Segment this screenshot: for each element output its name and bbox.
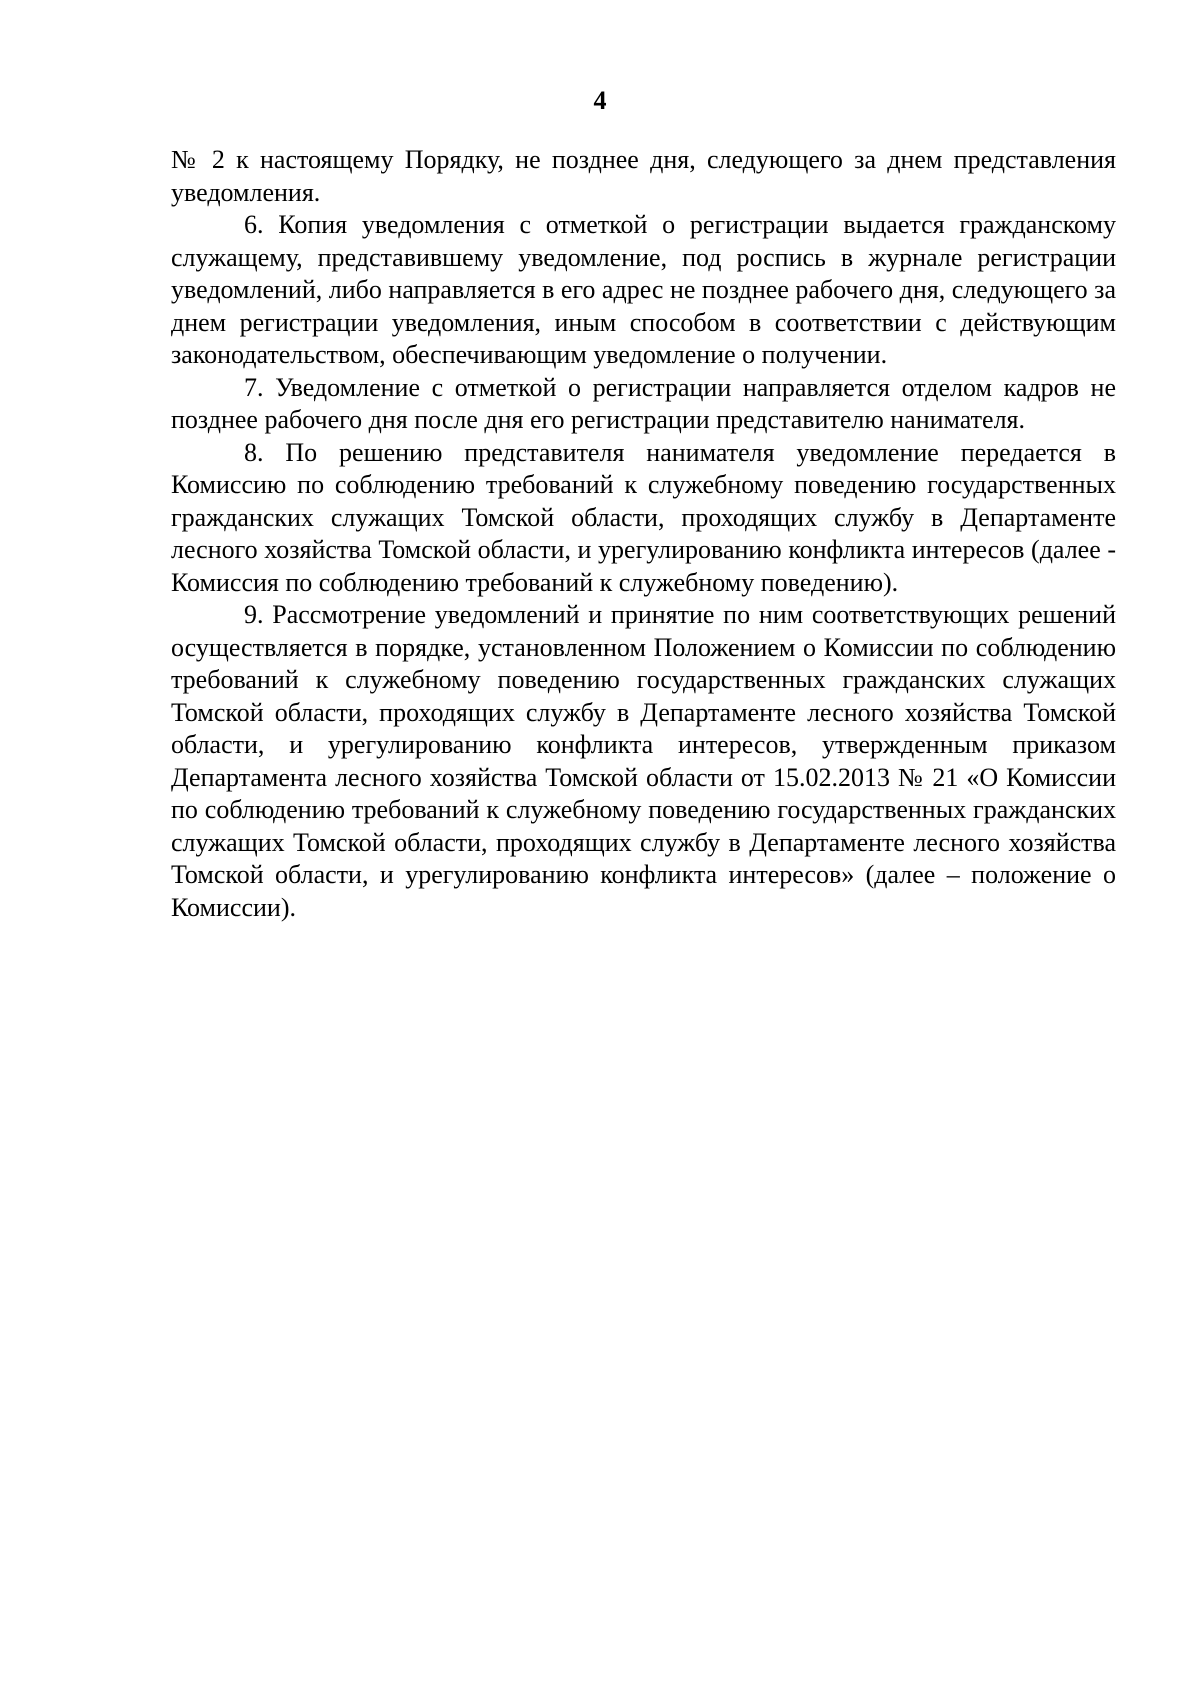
paragraph-item-8: 8. По решению представителя нанимателя уведомление передается в Комиссию по соблюдению требований к служебному поведению государственных гражданских служащих Томской области, проходящих службу в Департаменте лесного хозяйства Томской области, и урегулированию конфликта интересов (далее - Комиссия по соблюдению требований к служебному поведению). <box>171 437 1116 597</box>
paragraph-item-7: 7. Уведомление с отметкой о регистрации направляется отделом кадров не позднее рабочего дня после дня его регистрации представителю нанимателя. <box>171 372 1116 434</box>
document-body <box>171 144 1116 924</box>
paragraph-item-9: 9. Рассмотрение уведомлений и принятие по ним соответствующих решений осуществляется в порядке, установленном Положением о Комиссии по соблюдению требований к служебному поведению государственных гражданских служащих Томской области, проходящих службу в Департаменте лесного хозяйства Томской области, и урегулированию конфликта интересов, утвержденным приказом Департамента лесного хозяйства Томской области от 15.02.2013 № 21 «О Комиссии по соблюдению требований к служебному поведению государственных гражданских служащих Томской области, проходящих службу в Департаменте лесного хозяйства Томской области, и урегулированию конфликта интересов» (далее – положение о Комиссии). <box>171 600 1116 922</box>
paragraph-item-6: 6. Копия уведомления с отметкой о регистрации выдается гражданскому служащему, представившему уведомление, под роспись в журнале регистрации уведомлений, либо направляется в его адрес не позднее рабочего дня, следующего за днем регистрации уведомления, иным способом в соответствии с действующим законодательством, обеспечивающим уведомление о получении. <box>171 210 1116 369</box>
page-number: 4 <box>593 86 607 115</box>
paragraph-continuation: № 2 к настоящему Порядку, не позднее дня, следующего за днем представления уведомления. <box>171 145 1116 207</box>
